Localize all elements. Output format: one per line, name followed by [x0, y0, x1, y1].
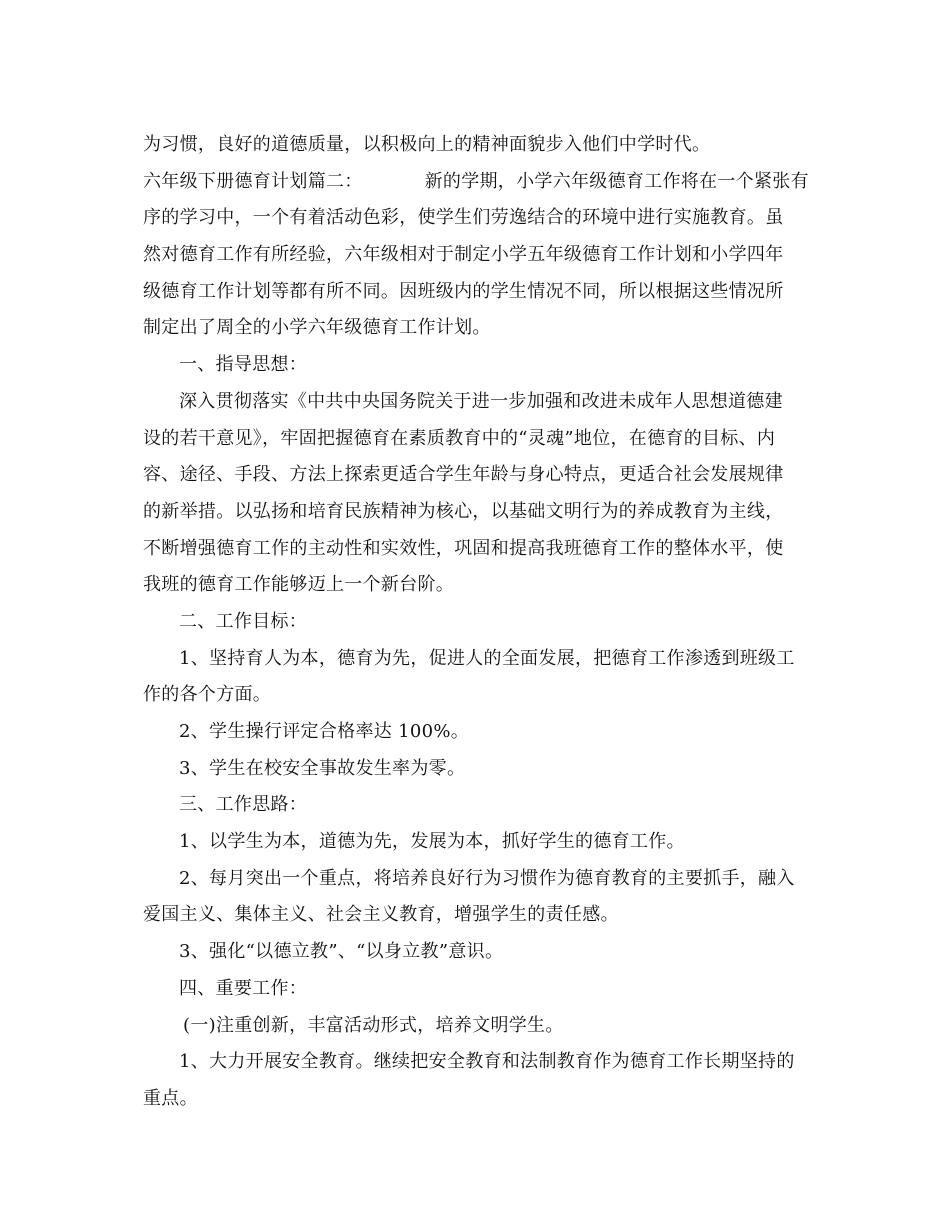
text-line: 为习惯，良好的道德质量，以积极向上的精神面貌步入他们中学时代。 [143, 134, 711, 155]
list-item: 3、强化“以德立教”、“以身立教”意识。 [179, 941, 504, 963]
text-line: 我班的德育工作能够迈上一个新台阶。 [143, 574, 455, 596]
list-item: 2、每月突出一个重点，将培养良好行为习惯作为德育教育的主要抓手，融入 [179, 867, 795, 889]
text-line: 深入贯彻落实《中共中央国务院关于进一步加强和改进未成年人思想道德建 [179, 390, 783, 412]
heading-work-approach: 三、工作思路： [179, 794, 308, 816]
text-line: 爱国主义、集体主义、社会主义教育，增强学生的责任感。 [143, 904, 619, 926]
section-title: 六年级下册德育计划篇二： [143, 170, 363, 192]
text-line: 设的若干意见》，牢固把握德育在素质教育中的“灵魂”地位，在德育的目标、内 [143, 427, 776, 449]
text-line: 然对德育工作有所经验，六年级相对于制定小学五年级德育工作计划和小学四年 [143, 244, 784, 266]
text-line: 级德育工作计划等都有所不同。因班级内的学生情况不同，所以根据这些情况所 [143, 280, 784, 302]
text-line: 重点。 [143, 1087, 198, 1109]
text-line: 序的学习中，一个有着活动色彩，使学生们劳逸结合的环境中进行实施教育。虽 [143, 207, 784, 229]
heading-guiding-ideology: 一、指导思想： [179, 354, 308, 376]
heading-work-goals: 二、工作目标： [179, 610, 308, 632]
list-item: 2、学生操行评定合格率达 100%。 [179, 721, 470, 742]
list-item: 3、学生在校安全事故发生率为零。 [179, 757, 466, 779]
heading-important-work: 四、重要工作： [179, 977, 308, 999]
text-line: 作的各个方面。 [143, 684, 272, 706]
list-item: 1、坚持育人为本，德育为先，促进人的全面发展，把德育工作渗透到班级工 [179, 647, 795, 669]
text-line: 制定出了周全的小学六年级德育工作计划。 [143, 317, 491, 339]
text-line: 不断增强德育工作的主动性和实效性，巩固和提高我班德育工作的整体水平，使 [143, 537, 784, 559]
list-item: 1、以学生为本，道德为先，发展为本，抓好学生的德育工作。 [179, 831, 685, 853]
section-opening-text: 新的学期，小学六年级德育工作将在一个紧张有 [424, 170, 809, 192]
list-item: 1、大力开展安全教育。继续把安全教育和法制教育作为德育工作长期坚持的 [179, 1051, 795, 1073]
text-line: 的新举措。以弘扬和培育民族精神为核心，以基础文明行为的养成教育为主线， [143, 500, 784, 522]
text-line-with-heading [143, 164, 807, 201]
subheading: (一)注重创新，丰富活动形式，培养文明学生。 [183, 1014, 564, 1036]
text-line: 容、途径、手段、方法上探索更适合学生年龄与身心特点，更适合社会发展规律 [143, 464, 784, 486]
document-body [143, 127, 807, 1118]
